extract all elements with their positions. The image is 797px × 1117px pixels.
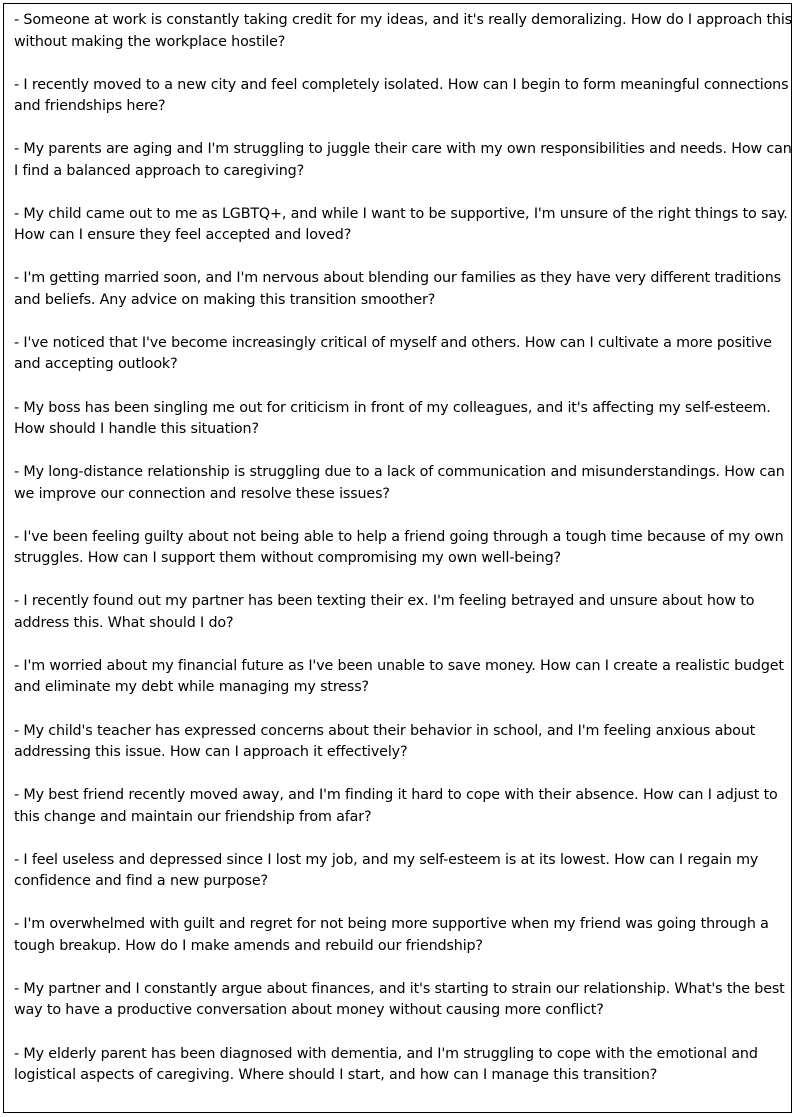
list-item: - I recently moved to a new city and feel completely isolated. How can I begin to form meaningful connections and friendships here? [14, 76, 789, 115]
list-item: - My partner and I constantly argue about finances, and it's starting to strain our relationship. What's the best way to have a productive conversation about money without causing more conflict? [14, 980, 785, 1019]
list-item: - I'm worried about my financial future as I've been unable to save money. How can I create a realistic budget and eliminate my debt while managing my stress? [14, 657, 784, 696]
list-item: - My long-distance relationship is struggling due to a lack of communication and misunderstandings. How can we improve our connection and resolve these issues? [14, 464, 785, 502]
list-item: - My child's teacher has expressed concerns about their behavior in school, and I'm feeling anxious about addressing this issue. How can I approach it effectively? [14, 722, 756, 761]
list-item: - Someone at work is constantly taking credit for my ideas, and it's really demoralizing. How do I approach this without making the workplace hostile? [14, 12, 792, 50]
list-item: - I've noticed that I've become increasingly critical of myself and others. How can I cultivate a more positive and accepting outlook? [14, 334, 772, 373]
list-item: - I'm overwhelmed with guilt and regret for not being more supportive when my friend was going through a tough breakup. How do I make amends and rebuild our friendship? [14, 916, 769, 954]
question-list [14, 10, 792, 1108]
list-item: - I feel useless and depressed since I lost my job, and my self-esteem is at its lowest. How can I regain my confidence and find a new purpose? [14, 851, 759, 890]
list-item: - My elderly parent has been diagnosed with dementia, and I'm struggling to cope with the emotional and logistical aspects of caregiving. Where should I start, and how can I manage this transition? [14, 1045, 758, 1083]
list-item: - My boss has been singling me out for criticism in front of my colleagues, and it's affecting my self-esteem. How should I handle this situation? [14, 399, 771, 438]
list-item: - My best friend recently moved away, and I'm finding it hard to cope with their absence. How can I adjust to this change and maintain our friendship from afar? [14, 787, 778, 825]
list-item: - My parents are aging and I'm struggling to juggle their care with my own responsibilities and needs. How can I find a balanced approach to caregiving? [14, 141, 792, 179]
list-item: - I'm getting married soon, and I'm nervous about blending our families as they have very different traditions and beliefs. Any advice on making this transition smoother? [14, 270, 781, 308]
list-item: - I've been feeling guilty about not being able to help a friend going through a tough time because of my own struggles. How can I support them without compromising my own well-being? [14, 528, 784, 567]
list-item: - I recently found out my partner has been texting their ex. I'm feeling betrayed and unsure about how to address this. What should I do? [14, 593, 755, 631]
list-item: - My child came out to me as LGBTQ+, and while I want to be supportive, I'm unsure of the right things to say. How can I ensure they feel accepted and loved? [14, 205, 788, 244]
document-frame [3, 3, 792, 1113]
